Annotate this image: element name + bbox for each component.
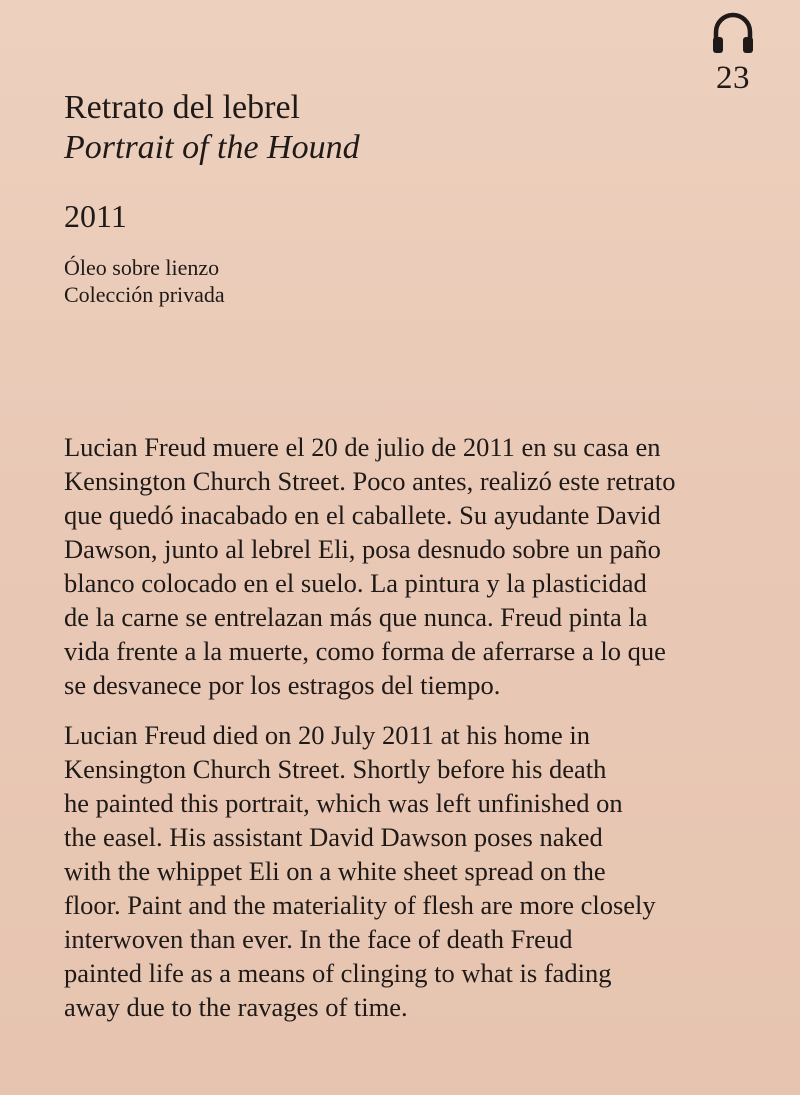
artwork-header [64,88,360,308]
description-english [64,718,764,1024]
description-line: se desvanece por los estragos del tiempo. [64,670,501,700]
artwork-year: 2011 [64,198,127,234]
audio-guide-number: 23 [716,60,750,96]
description-line: Lucian Freud died on 20 July 2011 at his home in [64,720,591,750]
title-english: Portrait of the Hound [64,129,360,166]
description-line: Kensington Church Street. Shortly before his death [64,754,607,784]
artwork-details [64,254,360,308]
description-line: Dawson, junto al lebrel Eli, posa desnudo sobre un paño [64,534,661,564]
title-spanish: Retrato del lebrel [64,89,301,126]
description-line: away due to the ravages of time. [64,992,408,1022]
audio-guide-marker [706,10,760,96]
description-line: floor. Paint and the materiality of flesh are more closely [64,890,656,920]
description-line: he painted this portrait, which was left unfinished on [64,788,623,818]
description-line: blanco colocado en el suelo. La pintura y la plasticidad [64,568,647,598]
description-line: que quedó inacabado en el caballete. Su ayudante David [64,500,661,530]
description-line: the easel. His assistant David Dawson poses naked [64,822,603,852]
description-line: painted life as a means of clinging to what is fading [64,958,612,988]
description-line: Kensington Church Street. Poco antes, realizó este retrato [64,466,676,496]
artwork-collection: Colección privada [64,282,225,307]
description-line: de la carne se entrelazan más que nunca. Freud pinta la [64,602,648,632]
description-spanish [64,430,764,702]
description-line: Lucian Freud muere el 20 de julio de 2011 en su casa en [64,432,661,462]
headphones-icon [710,10,756,56]
artwork-medium: Óleo sobre lienzo [64,255,220,280]
description-line: with the whippet Eli on a white sheet spread on the [64,856,606,886]
description-line: interwoven than ever. In the face of death Freud [64,924,573,954]
description-line: vida frente a la muerte, como forma de aferrarse a lo que [64,636,666,666]
